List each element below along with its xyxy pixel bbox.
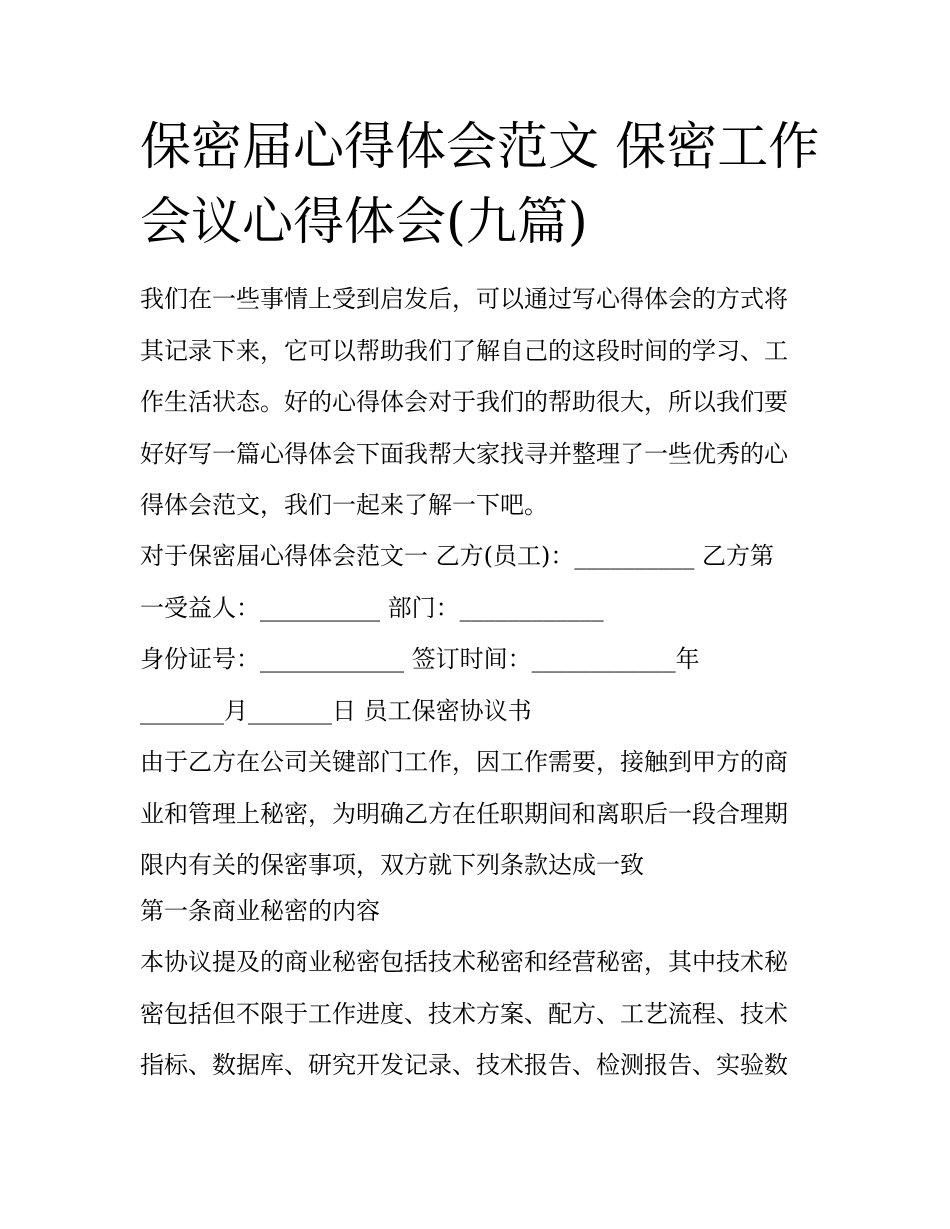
agreement-form-fields — [140, 531, 820, 737]
text-line: 身份证号：____________ 签订时间：____________年 — [140, 645, 700, 673]
text-line: 由于乙方在公司关键部门工作，因工作需要，接触到甲方的商 — [140, 748, 788, 776]
text-line: _______月_______日 员工保密协议书 — [140, 696, 532, 725]
text-line: 得体会范文，我们一起来了解一下吧。 — [140, 491, 548, 519]
article-paragraph — [140, 937, 820, 1092]
intro-paragraph — [140, 274, 820, 532]
text-line: 一受益人：__________ 部门：____________ — [140, 593, 604, 622]
text-line: 作生活状态。好的心得体会对于我们的帮助很大，所以我们要 — [140, 388, 788, 416]
article-heading — [140, 886, 820, 938]
text-line: 其记录下来，它可以帮助我们了解自己的这段时间的学习、工 — [140, 336, 788, 365]
title-line: 会议心得体会(九篇) — [140, 193, 588, 252]
section-heading: 第一条商业秘密的内容 — [140, 897, 380, 925]
text-line: 业和管理上秘密，为明确乙方在任职期间和离职后一段合理期 — [140, 799, 788, 828]
text-line: 好好写一篇心得体会下面我帮大家找寻并整理了一些优秀的心 — [140, 439, 788, 468]
text-line: 我们在一些事情上受到启发后，可以通过写心得体会的方式将 — [140, 285, 788, 313]
document-title — [140, 110, 820, 260]
text-line: 指标、数据库、研究开发记录、技术报告、检测报告、实验数 — [140, 1051, 788, 1079]
title-line: 保密届心得体会范文 保密工作 — [140, 118, 820, 177]
text-line: 对于保密届心得体会范文一 乙方(员工)：__________ 乙方第 — [140, 542, 774, 570]
text-line: 密包括但不限于工作进度、技术方案、配方、工艺流程、技术 — [140, 999, 788, 1028]
text-line: 限内有关的保密事项，双方就下列条款达成一致 — [140, 851, 644, 879]
text-line: 本协议提及的商业秘密包括技术秘密和经营秘密，其中技术秘 — [140, 948, 788, 976]
reason-paragraph — [140, 737, 820, 892]
